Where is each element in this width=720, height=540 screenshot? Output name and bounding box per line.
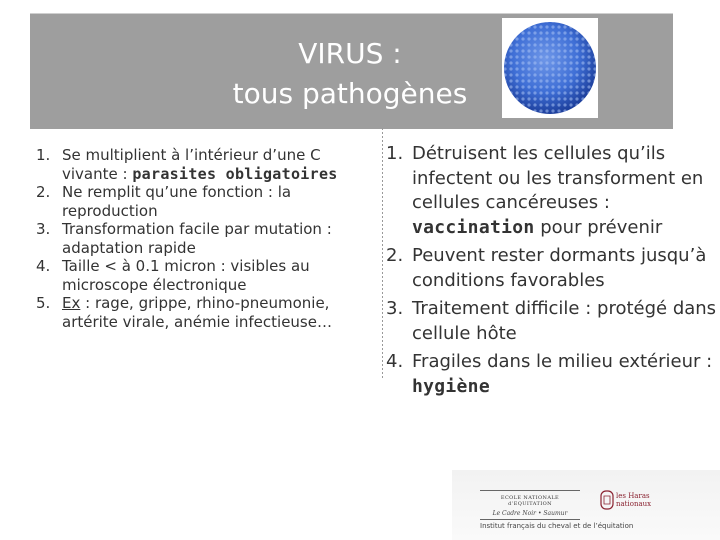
right-item-2: [386, 244, 720, 293]
right-item-3-text: Traitement difficile : protégé dans cellule hôte: [412, 298, 717, 344]
list-number: 2.: [386, 245, 404, 266]
right-item-1: [386, 142, 720, 240]
list-number: 4.: [386, 351, 404, 372]
left-list: [36, 146, 381, 331]
right-item-2-text: Peuvent rester dormants jusqu’à conditions favorables: [412, 245, 707, 291]
left-item-5-text: : rage, grippe, rhino-pneumonie, artérite virale, anémie infectieuse…: [62, 294, 332, 331]
left-item-5: [36, 294, 381, 331]
ene-logo: [480, 490, 580, 520]
list-number: 3.: [36, 220, 51, 238]
right-item-1-text: Détruisent les cellules qu’ils infectent ou les transforment en cellules cancéreuses :: [412, 143, 704, 213]
haras-line1: les Haras: [616, 492, 650, 500]
title-line-2: tous pathogènes: [232, 77, 468, 110]
ifce-caption: Institut français du cheval et de l’équitation: [480, 522, 634, 530]
right-list: [386, 142, 720, 403]
vaccination: vaccination: [412, 216, 535, 238]
list-number: 3.: [386, 298, 404, 319]
right-item-3: [386, 297, 720, 346]
right-item-1-tail: pour prévenir: [534, 216, 663, 238]
list-number: 2.: [36, 183, 51, 201]
parasites-obligatoires: parasites obligatoires: [132, 164, 338, 183]
left-item-3-text: Transformation facile par mutation : adaptation rapide: [62, 220, 332, 257]
right-item-4: [386, 350, 720, 399]
ene-logo-line2: Le Cadre Noir • Saumur: [492, 510, 568, 517]
left-item-1-text: Se multiplient à l’intérieur d’une C vivante :: [62, 146, 321, 183]
left-item-3: [36, 220, 381, 257]
left-item-2-text: Ne remplit qu’une fonction : la reproduction: [62, 183, 292, 220]
haras-emblem-icon: [600, 490, 614, 510]
left-item-4-text: Taille < à 0.1 micron : visibles au microscope électronique: [62, 257, 310, 294]
left-item-2: [36, 183, 381, 220]
left-item-1: [36, 146, 381, 183]
right-item-4-text: Fragiles dans le milieu extérieur :: [412, 351, 713, 372]
ene-logo-line1: ECOLE NATIONALE d’EQUITATION: [500, 495, 560, 507]
ex-label: Ex: [62, 294, 81, 312]
list-number: 4.: [36, 257, 51, 275]
left-item-4: [36, 257, 381, 294]
virus-micrograph: [502, 18, 598, 118]
title-line-1: VIRUS :: [298, 37, 402, 70]
column-divider: [382, 128, 383, 378]
hygiene: hygiène: [412, 375, 490, 397]
list-number: 1.: [386, 143, 404, 164]
haras-line2: nationaux: [616, 500, 652, 508]
haras-logo-text: [616, 492, 651, 508]
list-number: 1.: [36, 146, 51, 164]
footer-logos: [452, 470, 720, 540]
list-number: 5.: [36, 294, 51, 312]
